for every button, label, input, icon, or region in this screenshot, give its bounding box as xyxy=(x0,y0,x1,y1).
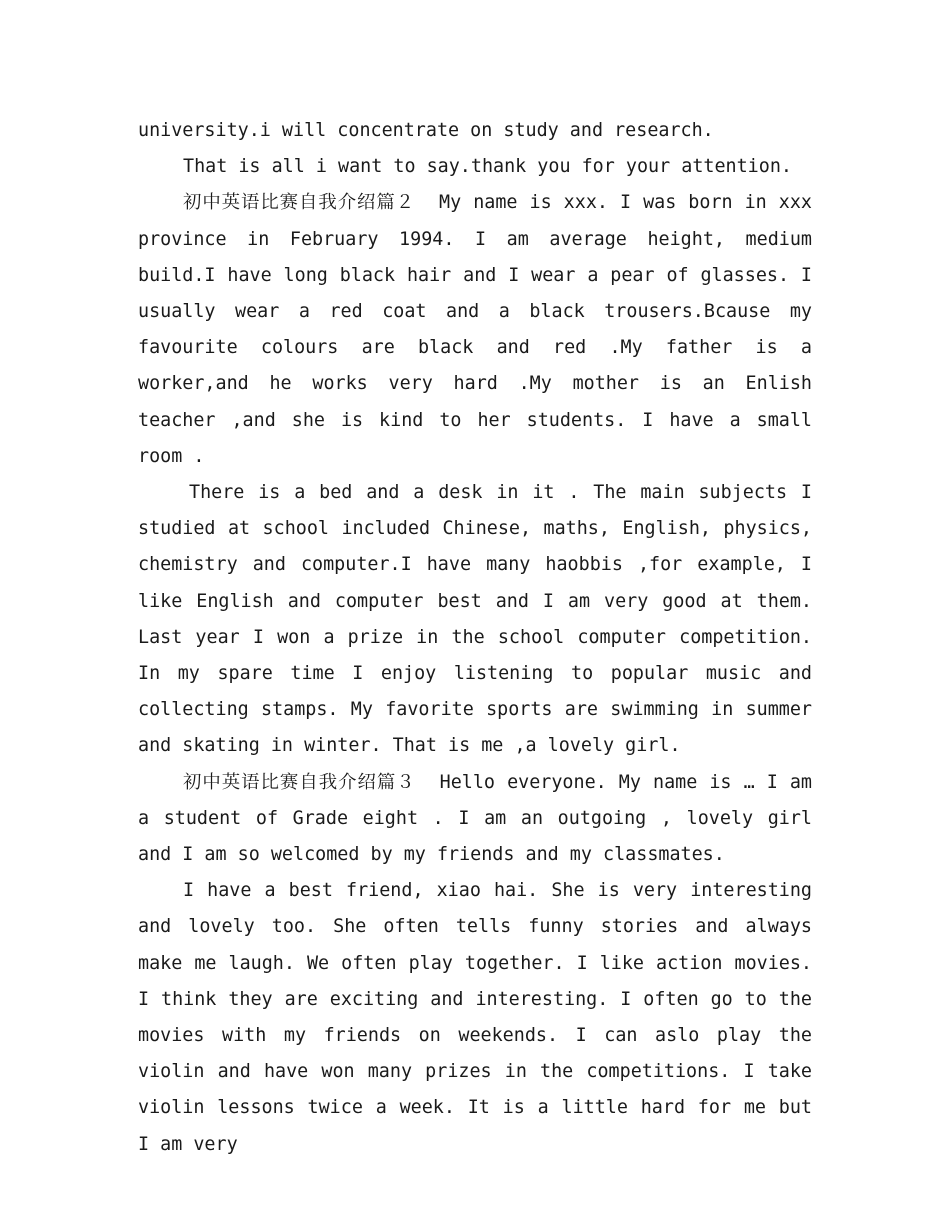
paragraph-text: Hello everyone. My name is … I am a student of Grade eight . I am an outgoing , lovely girl and I am so welcomed by my friends and my classmates. xyxy=(138,771,812,866)
paragraph-text: That is all i want to say.thank you for your attention. xyxy=(183,156,792,178)
paragraph-2 xyxy=(138,149,812,185)
paragraph-6 xyxy=(138,873,812,1163)
paragraph-4 xyxy=(138,475,812,765)
paragraph-1 xyxy=(138,113,812,149)
paragraph-text: university.i will concentrate on study and research. xyxy=(138,120,714,141)
paragraph-3 xyxy=(138,185,812,475)
section-heading: 初中英语比赛自我介绍篇２ xyxy=(183,192,416,214)
paragraph-5 xyxy=(138,765,812,874)
section-heading: 初中英语比赛自我介绍篇３ xyxy=(183,771,416,793)
paragraph-text: My name is xxx. I was born in xxx province in February 1994. I am average height, medium build.I have long black hair and I wear a pear of glasses. I usually wear a red coat and a black trousers.Bcause my favourite colours are black and red .My father is a worker,and he works very hard .My mother is an Enlish teacher ,and she is kind to her students. I have a small room . xyxy=(138,192,812,467)
document-body xyxy=(138,113,812,1163)
paragraph-text: There is a bed and a desk in it . The main subjects I studied at school included Chinese, maths, English, physics, chemistry and computer.I have many haobbis ,for example, I like English and computer best and I am very good at them. Last year I won a prize in the school computer competition. In my spare time I enjoy listening to popular music and collecting stamps. My favorite sports are swimming in summer and skating in winter. That is me ,a lovely girl. xyxy=(138,482,812,757)
paragraph-text: I have a best friend, xiao hai. She is very interesting and lovely too. She often tells funny stories and always make me laugh. We often play together. I like action movies. I think they are exciting and interesting. I often go to the movies with my friends on weekends. I can aslo play the violin and have won many prizes in the competitions. I take violin lessons twice a week. It is a little hard for me but I am very xyxy=(138,880,812,1155)
